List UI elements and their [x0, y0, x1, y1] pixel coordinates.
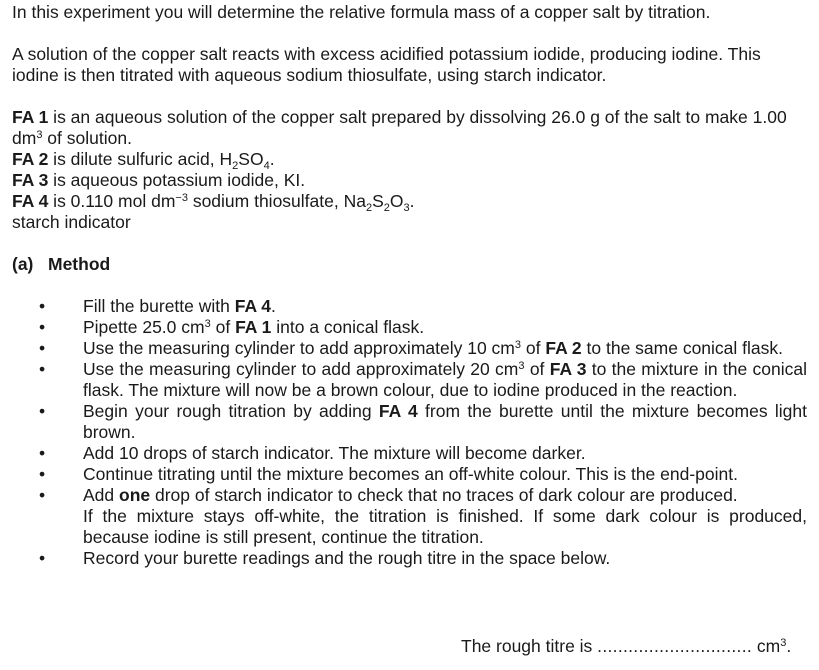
bullet-icon: • [39, 443, 46, 463]
part-a-title: Method [48, 254, 111, 274]
starch-indicator-line: starch indicator [12, 212, 131, 232]
bullet-icon: • [39, 464, 46, 484]
rough-titre-answer-field[interactable]: .............................. [597, 636, 753, 656]
part-a-heading [12, 254, 807, 275]
bullet-icon: • [39, 359, 46, 379]
rough-titre-label: The rough titre is [461, 636, 598, 656]
bullet-icon: • [39, 338, 46, 358]
method-step-2: • Pipette 25.0 $cm^3$ of FA 1 into a conical flask. [39, 317, 425, 337]
bullet-icon: • [39, 485, 46, 505]
intro-text: In this experiment you will determine the relative formula mass of a copper salt by titration. [12, 2, 711, 22]
method-step-7: • Continue titrating until the mixture becomes an off-white colour. This is the end-point. [39, 464, 738, 484]
bullet-icon: • [39, 401, 46, 421]
reagent-list [12, 107, 807, 233]
fa2-description: FA 2 is dilute sulfuric acid, $H_2SO_4$. [12, 149, 275, 172]
rough-titre-answer-line: The rough titre is .............................. $cm^3$. [461, 636, 792, 656]
part-a-label: (a) [12, 254, 34, 274]
rough-titre-unit: cm [752, 636, 781, 656]
method-steps [12, 296, 807, 569]
method-step-1: • Fill the burette with FA 4. [39, 296, 276, 316]
reaction-description: A solution of the copper salt reacts with excess acidified potassium iodide, producing iodine. This iodine is then titrated with aqueous sodium thiosulfate, using starch indicator. [12, 44, 761, 85]
bullet-icon: • [39, 317, 46, 337]
method-step-6: • Add 10 drops of starch indicator. The mixture will become darker. [39, 443, 586, 463]
method-step-5: • Begin your rough titration by adding FA 4 from the burette until the mixture becomes light brown. [39, 401, 808, 442]
fa1-description: FA 1 is an aqueous solution of the copper salt prepared by dissolving 26.0 g of the salt to make 1.00 $dm^3$ of solution. [12, 107, 787, 148]
method-step-4: • Use the measuring cylinder to add approximately 20 $cm^3$ of FA 3 to the mixture in the conical flask. The mixture will now be a brown colour, due to iodine produced in the reaction. [39, 359, 807, 400]
bullet-icon: • [39, 548, 46, 568]
method-step-8: • Add one drop of starch indicator to check that no traces of dark colour are produced. If the mixture stays off-white, the titration is finished. If some dark colour is produced, because iodine is still present, continue the titration. [39, 485, 807, 547]
bullet-icon: • [39, 296, 46, 316]
method-step-3: • Use the measuring cylinder to add approximately 10 $cm^3$ of FA 2 to the same conical flask. [39, 338, 784, 358]
fa3-description: FA 3 is aqueous potassium iodide, KI. [12, 170, 306, 190]
worksheet-page [12, 2, 807, 569]
fa4-description: FA 4 is 0.110 mol $dm^{-3}$ sodium thiosulfate, $Na_2S_2O_3$. [12, 191, 415, 214]
method-step-9: • Record your burette readings and the rough titre in the space below. [39, 548, 611, 568]
